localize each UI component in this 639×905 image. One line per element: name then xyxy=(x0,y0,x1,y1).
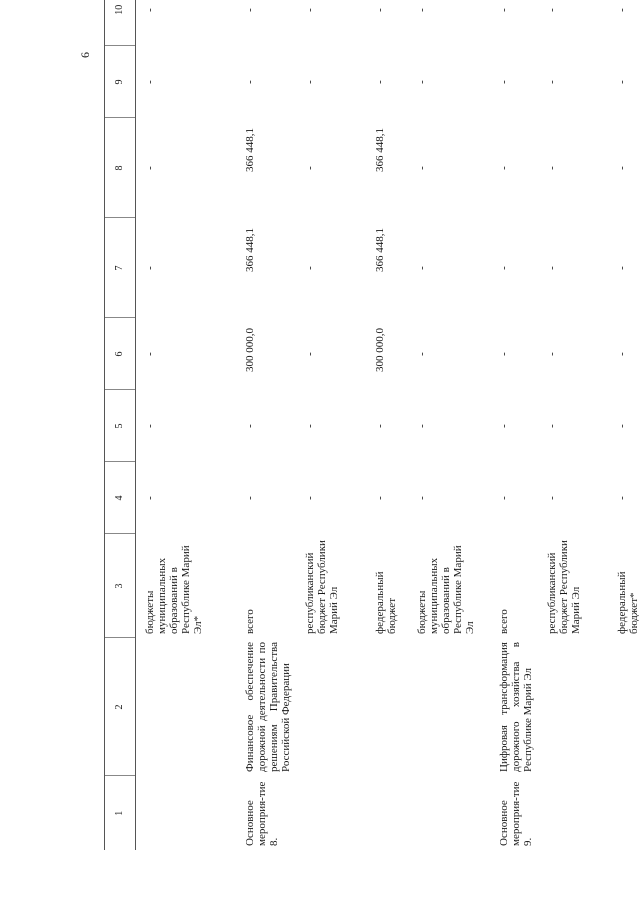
value-cell: - xyxy=(615,424,628,428)
value-cell: - xyxy=(497,80,510,84)
col-header-7: 7 xyxy=(105,218,136,318)
funding-source: федеральный бюджет xyxy=(373,571,398,634)
value-cell: - xyxy=(415,424,428,428)
event-name xyxy=(408,776,490,850)
event-title: Цифровая трансформация дорожного хозяйства в Республике Марий Эл xyxy=(497,642,534,772)
value-cell: 300 000,0 xyxy=(373,328,386,372)
value-cell: - xyxy=(497,8,510,12)
value-cell: - xyxy=(303,424,316,428)
value-cell: - xyxy=(615,80,628,84)
col-header-2: 2 xyxy=(105,638,136,776)
value-cell: - xyxy=(415,80,428,84)
value-cell: - xyxy=(545,8,558,12)
value-cell: - xyxy=(373,496,386,500)
event-name xyxy=(608,776,639,850)
rotated-page xyxy=(104,4,639,850)
value-cell: - xyxy=(373,8,386,12)
value-cell: - xyxy=(415,496,428,500)
value-cell: - xyxy=(303,80,316,84)
value-cell: - xyxy=(615,166,628,170)
value-cell: - xyxy=(615,496,628,500)
value-cell: - xyxy=(415,266,428,270)
value-cell: - xyxy=(243,424,256,428)
value-cell: - xyxy=(303,166,316,170)
value-cell: 366 448,1 xyxy=(373,128,386,172)
value-cell: 366 448,1 xyxy=(243,128,256,172)
value-cell: - xyxy=(545,266,558,270)
value-cell: - xyxy=(545,80,558,84)
value-cell: 366 448,1 xyxy=(373,228,386,272)
funding-source: федеральный бюджет* xyxy=(615,571,639,634)
col-header-3: 3 xyxy=(105,534,136,638)
event-title xyxy=(608,638,639,776)
value-cell: - xyxy=(615,352,628,356)
value-cell: - xyxy=(497,424,510,428)
value-cell: - xyxy=(144,80,156,84)
value-cell: - xyxy=(497,496,510,500)
table-row xyxy=(296,0,366,850)
event-name xyxy=(366,776,408,850)
event-title: Финансовое обеспечение дорожной деятельности по решениям Правительства Российской Федерации xyxy=(243,642,292,772)
value-cell: - xyxy=(144,166,156,170)
value-cell: - xyxy=(615,8,628,12)
budget-table xyxy=(104,0,639,850)
table-row xyxy=(366,0,408,850)
col-header-6: 6 xyxy=(105,318,136,390)
value-cell: - xyxy=(144,8,156,12)
value-cell: - xyxy=(144,352,156,356)
event-name xyxy=(296,776,366,850)
value-cell: - xyxy=(545,352,558,356)
value-cell: - xyxy=(615,266,628,270)
value-cell: - xyxy=(415,352,428,356)
value-cell: - xyxy=(545,424,558,428)
column-number-header xyxy=(105,0,136,850)
event-title xyxy=(538,638,608,776)
table-row xyxy=(236,0,296,850)
table-row xyxy=(538,0,608,850)
funding-source: бюджеты муниципальных образований в Республике Марий Эл* xyxy=(144,545,204,634)
funding-source: всего xyxy=(497,609,510,634)
value-cell: - xyxy=(497,166,510,170)
table-row xyxy=(408,0,490,850)
col-header-10: 10 xyxy=(105,0,136,46)
event-title xyxy=(136,638,236,776)
value-cell: - xyxy=(144,424,156,428)
value-cell: - xyxy=(497,266,510,270)
col-header-1: 1 xyxy=(105,776,136,850)
value-cell: 366 448,1 xyxy=(243,228,256,272)
event-name xyxy=(538,776,608,850)
table-row xyxy=(608,0,639,850)
value-cell: - xyxy=(303,266,316,270)
value-cell: - xyxy=(373,80,386,84)
value-cell: - xyxy=(303,352,316,356)
value-cell: - xyxy=(415,166,428,170)
value-cell: - xyxy=(415,8,428,12)
value-cell: - xyxy=(144,266,156,270)
value-cell: - xyxy=(144,496,156,500)
event-title xyxy=(366,638,408,776)
value-cell: 300 000,0 xyxy=(243,328,256,372)
funding-source: республиканский бюджет Республики Марий Эл xyxy=(303,540,340,634)
col-header-5: 5 xyxy=(105,390,136,462)
page-number: 6 xyxy=(78,52,92,58)
funding-source: республиканский бюджет Республики Марий Эл xyxy=(545,540,582,634)
value-cell: - xyxy=(303,8,316,12)
event-title xyxy=(296,638,366,776)
value-cell: - xyxy=(303,496,316,500)
value-cell: - xyxy=(243,496,256,500)
value-cell: - xyxy=(497,352,510,356)
event-name xyxy=(136,776,236,850)
col-header-9: 9 xyxy=(105,46,136,118)
value-cell: - xyxy=(243,80,256,84)
col-header-4: 4 xyxy=(105,462,136,534)
value-cell: - xyxy=(545,166,558,170)
event-name: Основное мероприя-тие 8. xyxy=(243,781,280,846)
value-cell: - xyxy=(243,8,256,12)
event-title xyxy=(408,638,490,776)
funding-source: всего xyxy=(243,609,256,634)
value-cell: - xyxy=(545,496,558,500)
event-name: Основное мероприя-тие 9. xyxy=(497,781,534,846)
col-header-8: 8 xyxy=(105,118,136,218)
funding-source: бюджеты муниципальных образований в Республике Марий Эл xyxy=(415,545,476,634)
table-row xyxy=(490,0,538,850)
table-row xyxy=(136,0,236,850)
value-cell: - xyxy=(373,424,386,428)
